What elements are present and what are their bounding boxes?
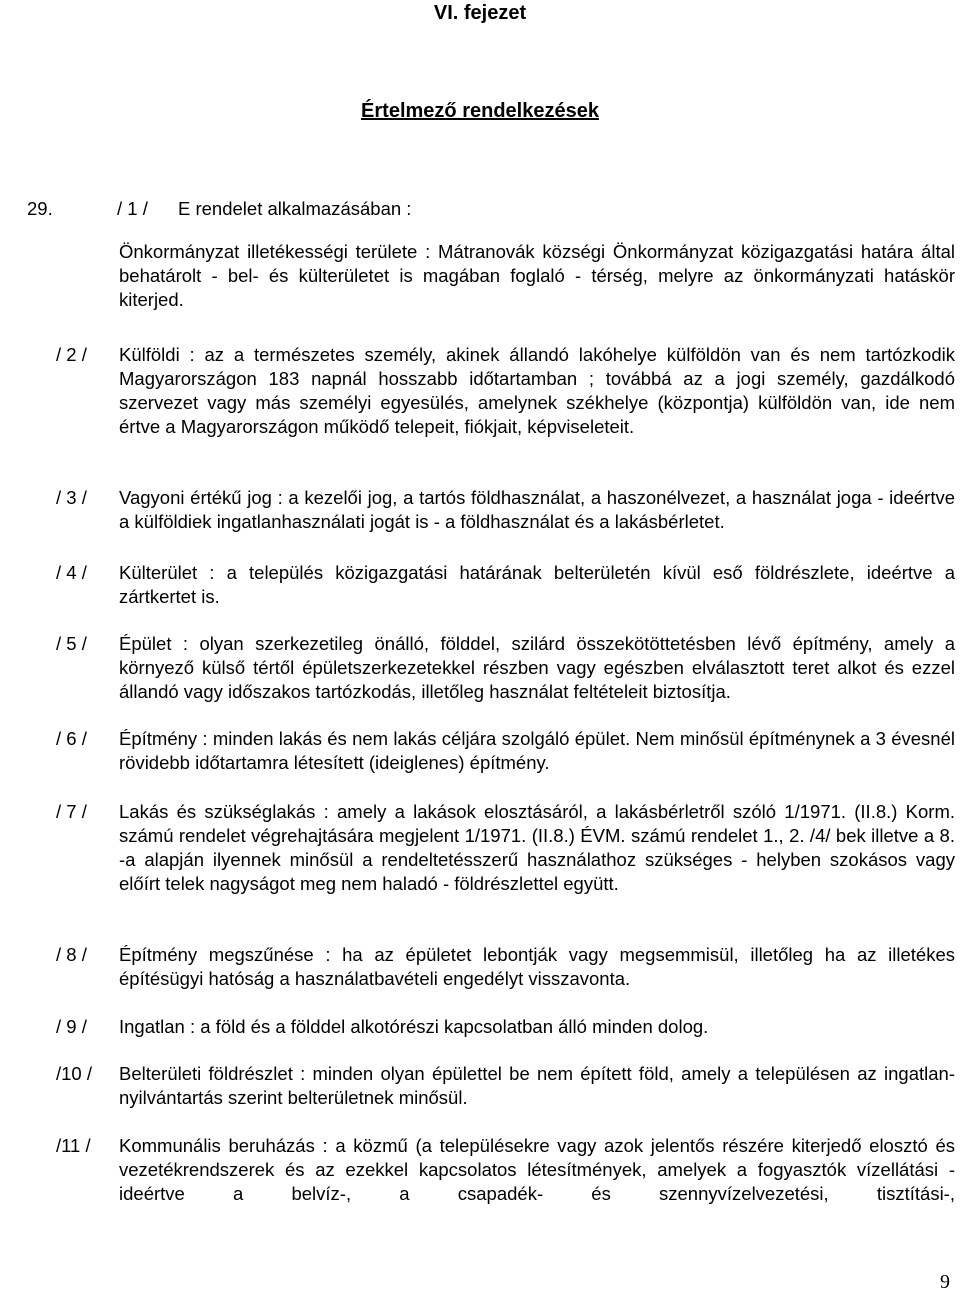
intro-text: E rendelet alkalmazásában : <box>178 198 412 219</box>
page-number: 9 <box>940 1271 950 1293</box>
paragraph-label-1: / 1 / <box>117 198 148 219</box>
paragraph-label: /11 / <box>56 1135 91 1156</box>
paragraph-label: / 4 / <box>56 562 87 583</box>
paragraph-text: Külföldi : az a természetes személy, akinek állandó lakóhelye külföldön van és nem tartózkodik Magyarországon 183 napnál hosszabb időtartamban ; továbbá az a jogi személy, gazdálkodó szervezet vagy más személyi egyesülés, amelynek székhelye (központja) külföldön van, ide nem értve a Magyarországon működő telepeit, fiókjait, képviseleteit. <box>119 344 955 437</box>
paragraph-text: Ingatlan : a föld és a földdel alkotórészi kapcsolatban álló minden dolog. <box>119 1016 709 1037</box>
paragraph-label: / 5 / <box>56 633 87 654</box>
paragraph-text: Belterületi földrészlet : minden olyan épülettel be nem épített föld, amely a településen az ingatlan-nyilvántartás szerint belterületnek minősül. <box>119 1063 955 1108</box>
paragraph-label: / 3 / <box>56 487 87 508</box>
paragraph-text: Vagyoni értékű jog : a kezelői jog, a tartós földhasználat, a haszonélvezet, a használat joga - ideértve a külföldiek ingatlanhasználati jogát is - a földhasználat és a lakásbérletet. <box>119 487 955 532</box>
paragraph-text: Épület : olyan szerkezetileg önálló, földdel, szilárd összekötöttetésben lévő építmény, amely a környező külső tértől épületszerkezetekkel részben vagy egészben elválasztott teret alkot és ezzel állandó vagy időszakos tartózkodás, illetőleg használat feltételeit biztosítja. <box>119 633 955 702</box>
paragraph-label: / 8 / <box>56 944 87 965</box>
paragraph-label: / 7 / <box>56 801 87 822</box>
paragraph-label: / 2 / <box>56 344 87 365</box>
paragraph-text: Külterület : a település közigazgatási határának belterületén kívül eső földrészlete, ideértve a zártkertet is. <box>119 562 955 607</box>
intro-line <box>27 197 411 221</box>
paragraph-text: Építmény megszűnése : ha az épületet lebontják vagy megsemmisül, illetőleg ha az illetékes építésügyi hatóság a használatbavételi engedélyt visszavonta. <box>119 944 955 989</box>
paragraph-text: Kommunális beruházás : a közmű (a településekre vagy azok jelentős részére kiterjedő elosztó és vezetékrendszerek és az ezekkel kapcsolatos létesítmények, amelyek a fogyasztók vízellátási - ideértve a belvíz-, a csapadék- és szennyvízelvezetési, tisztítási-, <box>119 1135 955 1204</box>
paragraph-text: Építmény : minden lakás és nem lakás céljára szolgáló épület. Nem minősül építménynek a 3 évesnél rövidebb időtartamra létesített (ideiglenes) építmény. <box>119 728 955 773</box>
section-heading: Értelmező rendelkezések <box>361 100 599 122</box>
paragraph-label: / 6 / <box>56 728 87 749</box>
paragraph-1-text: Önkormányzat illetékességi területe : Mátranovák községi Önkormányzat közigazgatási határa által behatárolt - bel- és külterületet is magában foglaló - térség, melyre az önkormányzati hatáskör kiterjed. <box>119 241 955 310</box>
paragraph-text: Lakás és szükséglakás : amely a lakások elosztásáról, a lakásbérletről szóló 1/1971. (II.8.) Korm. számú rendelet végrehajtására megjelent 1/1971. (II.8.) ÉVM. számú rendelet 1., 2. /4/ bek illetve a 8. -a alapján ilyennek minősül a rendeltetésszerű használathoz szükséges - helyben szokásos vagy előírt telek nagyságot meg nem haladó - földrészlettel együtt. <box>119 801 955 894</box>
section-number: 29. <box>27 198 53 219</box>
chapter-title: VI. fejezet <box>433 2 527 24</box>
paragraph-label: /10 / <box>56 1063 92 1084</box>
paragraph-label: / 9 / <box>56 1016 87 1037</box>
